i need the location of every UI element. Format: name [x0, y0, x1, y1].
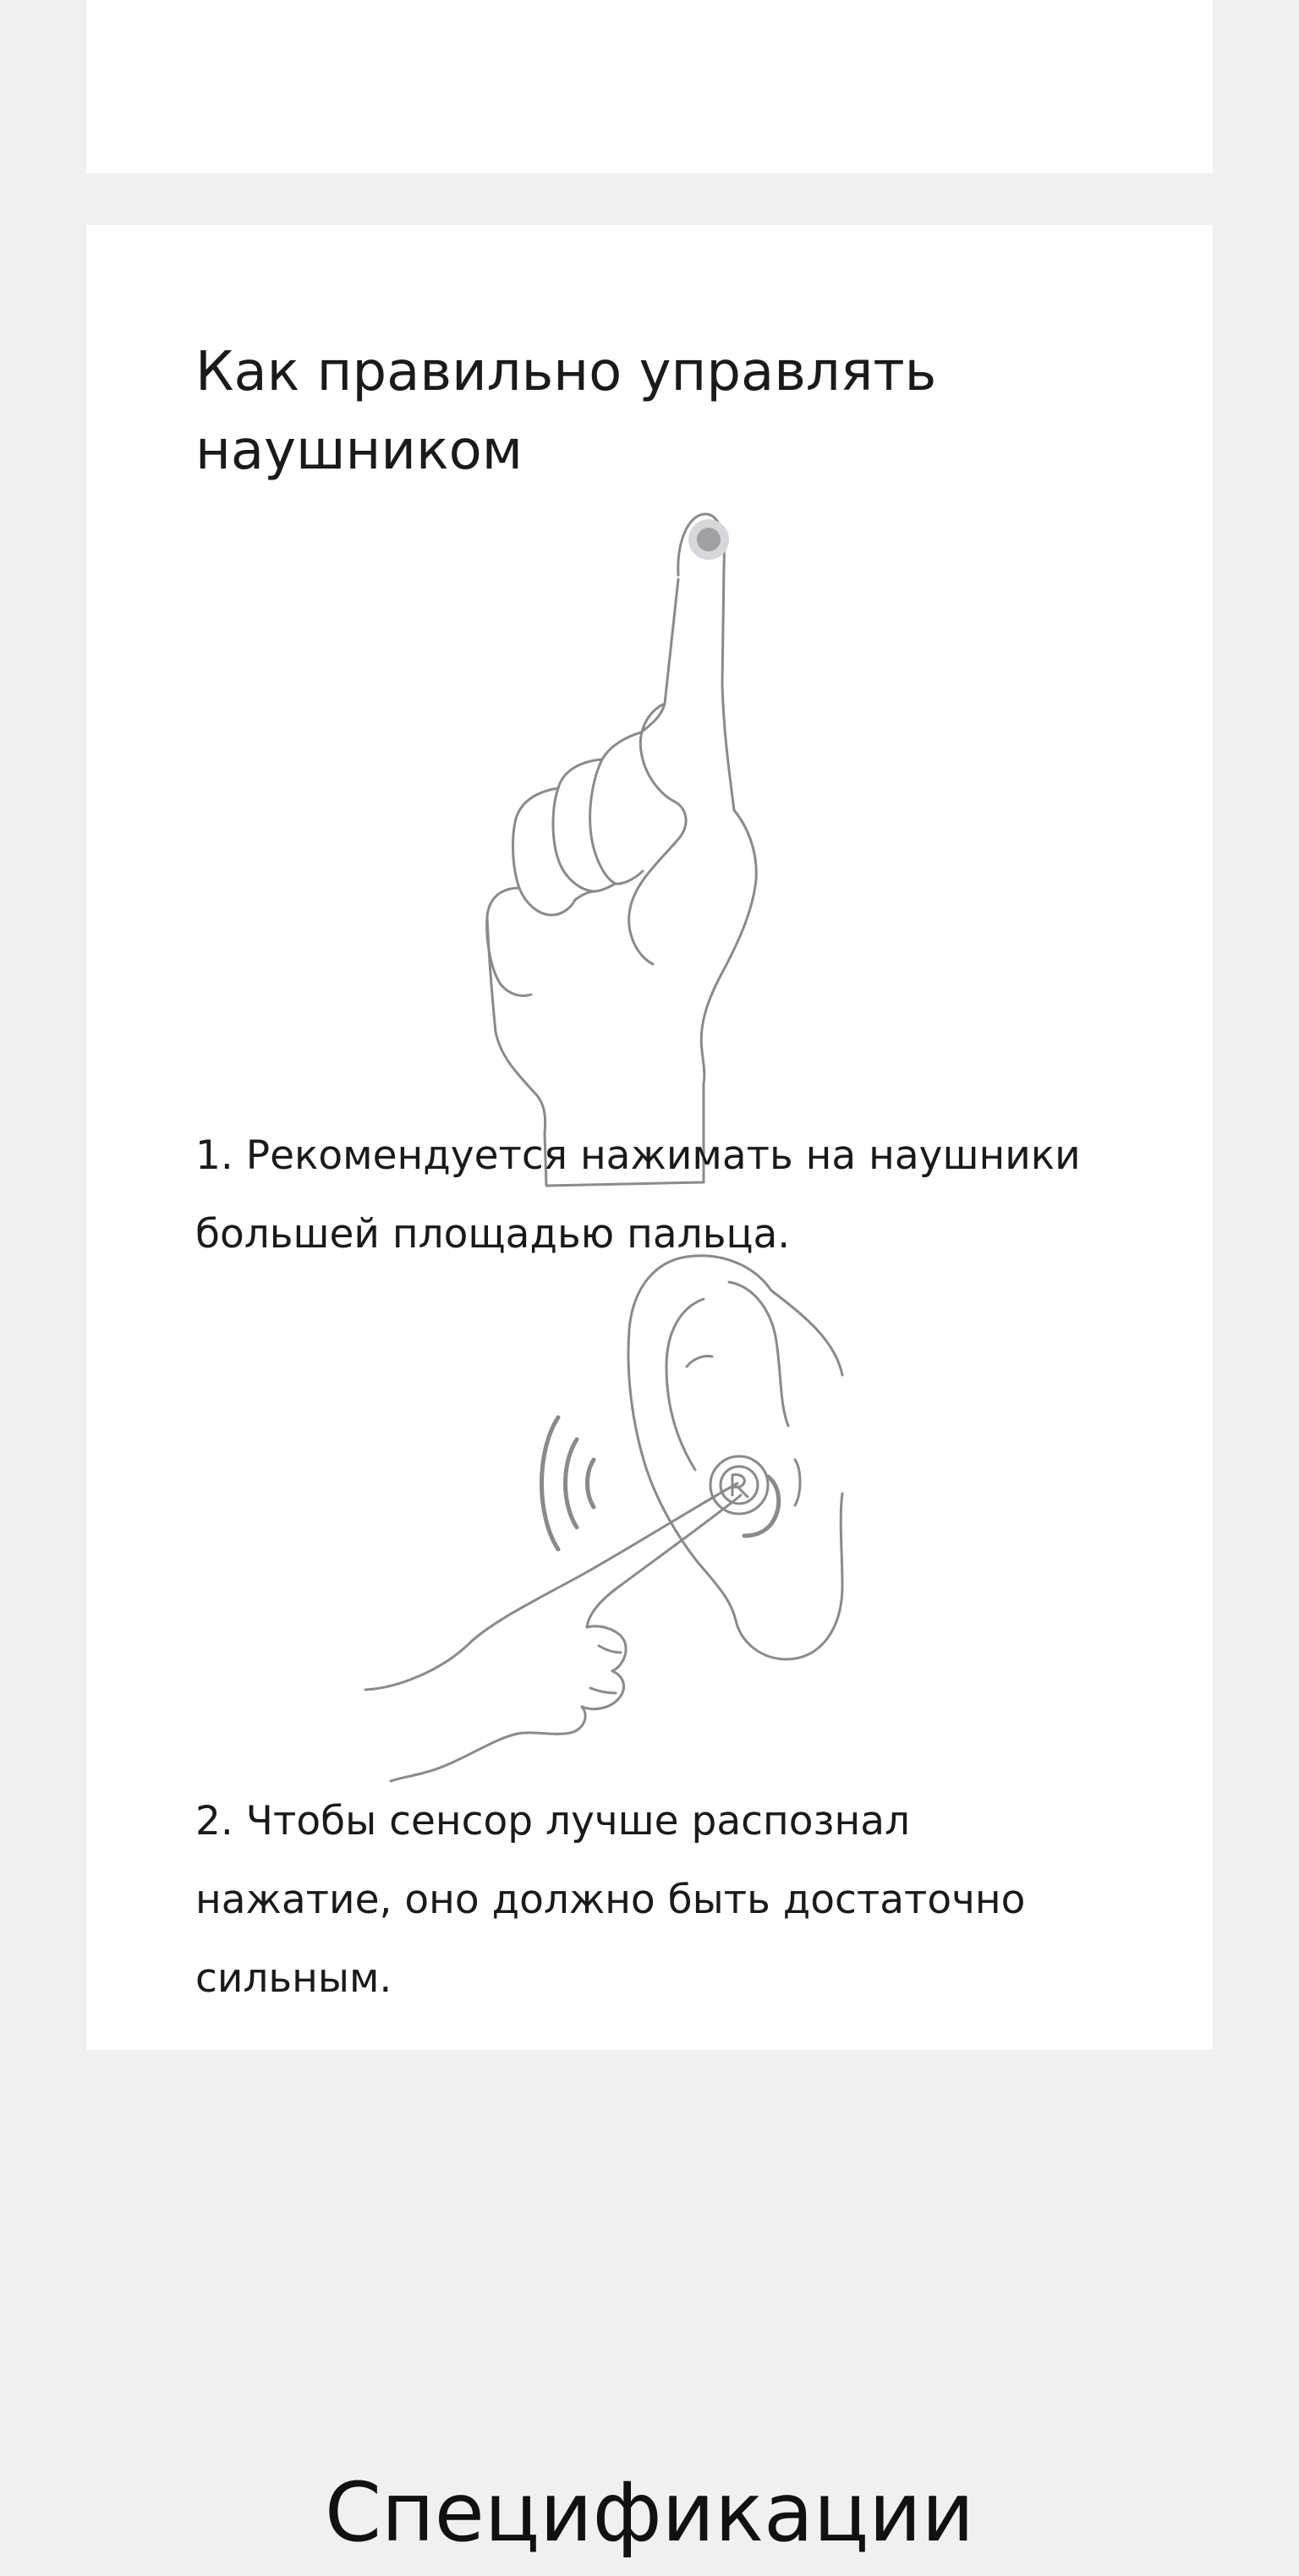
- specifications-heading: Спецификации: [325, 2465, 974, 2560]
- previous-section-card: [86, 0, 1213, 173]
- step-1-text: 1. Рекомендуется нажимать на наушники большей площадью пальца.: [195, 1132, 1081, 1258]
- control-guide-card: [86, 225, 1213, 2050]
- finger-tap-icon: [408, 482, 847, 1209]
- step-2-text: 2. Чтобы сенсор лучше распознал нажатие, оно должно быть достаточно сильным.: [195, 1798, 1026, 2002]
- control-guide-title: Как правильно управлять наушником: [195, 341, 937, 482]
- earbud-press-icon: [332, 1248, 940, 1705]
